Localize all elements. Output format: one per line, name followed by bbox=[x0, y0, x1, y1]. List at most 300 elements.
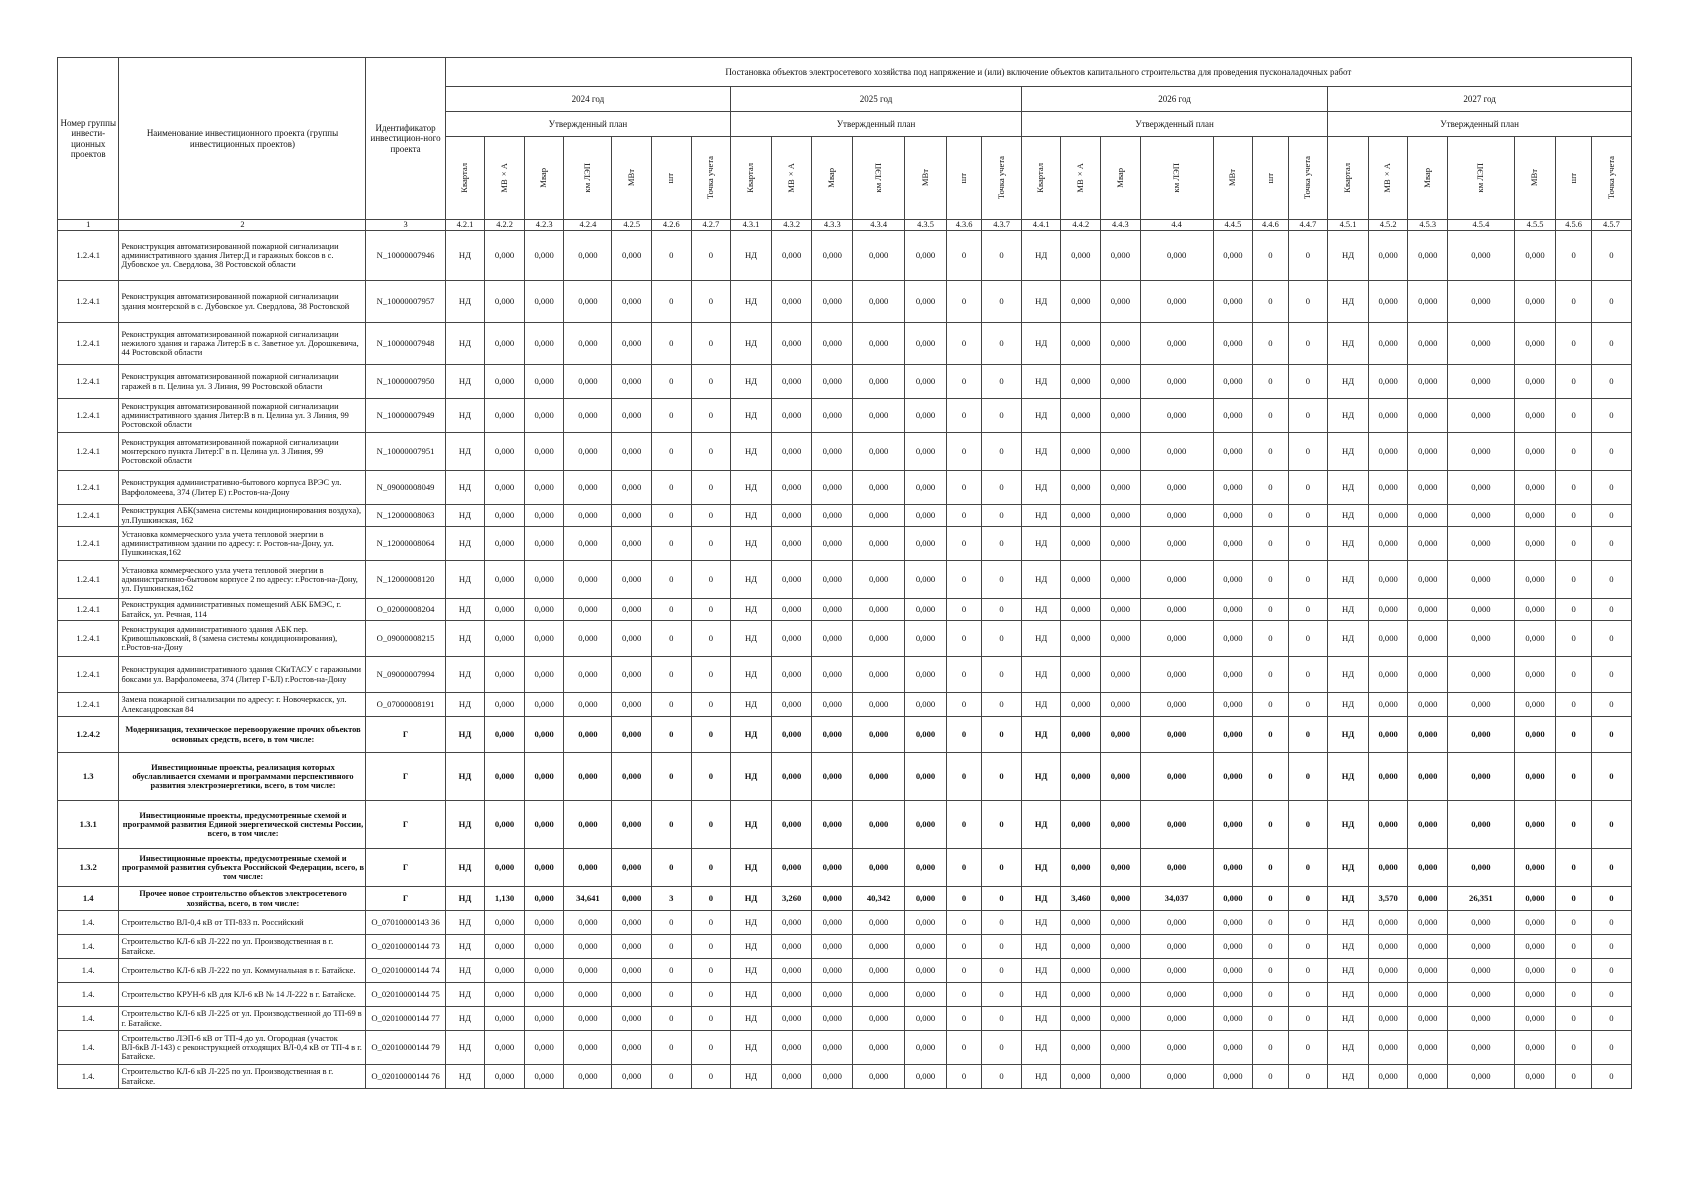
row-value: 3,260 bbox=[771, 887, 812, 911]
header-unit bbox=[1328, 137, 1369, 220]
row-value: 0,000 bbox=[1213, 323, 1253, 365]
row-value: 0,000 bbox=[905, 1007, 947, 1031]
row-value: 0 bbox=[691, 959, 731, 983]
row-value: 0 bbox=[651, 657, 691, 693]
row-value: 0,000 bbox=[905, 505, 947, 527]
row-value: 0,000 bbox=[1061, 323, 1101, 365]
row-value: 0 bbox=[946, 505, 981, 527]
row-value: 0,000 bbox=[1101, 657, 1141, 693]
row-identifier: N_09000008049 bbox=[366, 471, 445, 505]
row-code: 1.2.4.2 bbox=[58, 717, 119, 753]
row-value: 0 bbox=[946, 599, 981, 621]
row-value: 0,000 bbox=[564, 433, 612, 471]
header-unit-label: Мвар bbox=[826, 168, 837, 188]
row-value: 0,000 bbox=[1213, 717, 1253, 753]
table-row bbox=[58, 399, 1632, 433]
row-value: 0,000 bbox=[485, 621, 525, 657]
row-value: НД bbox=[731, 753, 772, 801]
row-value: 0,000 bbox=[612, 323, 652, 365]
row-value: 0 bbox=[1591, 281, 1631, 323]
row-value: 0 bbox=[982, 561, 1022, 599]
row-value: 0,000 bbox=[812, 1007, 853, 1031]
row-value: 0,000 bbox=[1061, 599, 1101, 621]
header-unit-label: МВт bbox=[1529, 169, 1540, 187]
row-identifier: O_09000008215 bbox=[366, 621, 445, 657]
row-value: 0 bbox=[1253, 887, 1288, 911]
row-code: 1.2.4.1 bbox=[58, 433, 119, 471]
row-value: 0,000 bbox=[524, 621, 564, 657]
row-value: 0,000 bbox=[905, 753, 947, 801]
row-value: 0 bbox=[982, 433, 1022, 471]
row-value: НД bbox=[731, 433, 772, 471]
row-value: 0,000 bbox=[524, 849, 564, 887]
row-value: 0,000 bbox=[812, 983, 853, 1007]
row-value: 0,000 bbox=[1140, 935, 1213, 959]
row-identifier: N_09000007994 bbox=[366, 657, 445, 693]
row-code: 1.2.4.1 bbox=[58, 365, 119, 399]
header-unit-label: шт bbox=[1567, 172, 1578, 184]
row-value: 0,000 bbox=[1140, 1065, 1213, 1089]
header-unit-label: Квартал bbox=[1342, 163, 1353, 193]
header-group-no: Номер группы инвести-ционных проектов bbox=[58, 58, 119, 220]
row-value: 0 bbox=[651, 983, 691, 1007]
column-number: 4.4.6 bbox=[1253, 220, 1288, 231]
row-value: 0,000 bbox=[1368, 365, 1408, 399]
row-value: 0,000 bbox=[612, 621, 652, 657]
row-value: 0,000 bbox=[485, 365, 525, 399]
row-value: 0 bbox=[1591, 561, 1631, 599]
row-value: 0,000 bbox=[905, 561, 947, 599]
row-value: 0 bbox=[1591, 527, 1631, 561]
row-value: 0 bbox=[691, 505, 731, 527]
row-value: 0 bbox=[1253, 753, 1288, 801]
row-value: 0 bbox=[1253, 399, 1288, 433]
row-value: 0,000 bbox=[905, 801, 947, 849]
row-value: НД bbox=[1328, 621, 1369, 657]
header-unit bbox=[1021, 137, 1061, 220]
row-value: НД bbox=[1021, 621, 1061, 657]
row-value: НД bbox=[1021, 1065, 1061, 1089]
row-value: 0,000 bbox=[1368, 323, 1408, 365]
row-value: НД bbox=[1021, 433, 1061, 471]
row-value: 0,000 bbox=[853, 801, 905, 849]
investment-table-sheet bbox=[57, 57, 1632, 1089]
row-value: 0,000 bbox=[1514, 911, 1556, 935]
column-number: 3 bbox=[366, 220, 445, 231]
row-value: 0,000 bbox=[1448, 505, 1515, 527]
column-number: 4.2.7 bbox=[691, 220, 731, 231]
row-value: 0,000 bbox=[771, 801, 812, 849]
row-value: НД bbox=[445, 983, 485, 1007]
row-value: 0 bbox=[1556, 983, 1591, 1007]
row-value: 0 bbox=[691, 365, 731, 399]
row-value: 0,000 bbox=[1368, 693, 1408, 717]
row-value: 0 bbox=[651, 849, 691, 887]
row-project-name: Реконструкция автоматизированной пожарной сигнализации административного здания Литер:Д и гаражных боксов в с. Дубовское ул. Свердлова, 38 Ростовской области bbox=[119, 231, 366, 281]
row-identifier: N_12000008120 bbox=[366, 561, 445, 599]
row-value: 0,000 bbox=[1213, 399, 1253, 433]
column-number: 4.5.1 bbox=[1328, 220, 1369, 231]
row-value: НД bbox=[1021, 849, 1061, 887]
row-value: НД bbox=[731, 1031, 772, 1065]
row-value: 0,000 bbox=[1408, 471, 1448, 505]
row-value: 0 bbox=[1556, 717, 1591, 753]
row-value: 0,000 bbox=[905, 399, 947, 433]
row-value: 0,000 bbox=[1101, 471, 1141, 505]
row-value: 0 bbox=[691, 281, 731, 323]
row-value: 0 bbox=[1288, 983, 1328, 1007]
row-value: 0,000 bbox=[812, 505, 853, 527]
row-project-name: Реконструкция административных помещений АБК БМЭС, г. Батайск, ул. Речная, 114 bbox=[119, 599, 366, 621]
row-value: 0,000 bbox=[1448, 657, 1515, 693]
row-value: 0,000 bbox=[812, 911, 853, 935]
row-value: 0 bbox=[691, 911, 731, 935]
row-identifier: Г bbox=[366, 887, 445, 911]
row-value: 0 bbox=[982, 717, 1022, 753]
row-value: 0,000 bbox=[812, 657, 853, 693]
row-identifier: O_02010000144 77 bbox=[366, 1007, 445, 1031]
table-row bbox=[58, 621, 1632, 657]
row-value: 0 bbox=[946, 231, 981, 281]
row-value: 0,000 bbox=[1368, 911, 1408, 935]
row-value: НД bbox=[1021, 693, 1061, 717]
row-code: 1.4. bbox=[58, 1065, 119, 1089]
row-value: 0,000 bbox=[524, 471, 564, 505]
row-value: 0,000 bbox=[1061, 527, 1101, 561]
row-value: 0,000 bbox=[524, 935, 564, 959]
row-value: 0,000 bbox=[812, 231, 853, 281]
row-value: 0,000 bbox=[1101, 231, 1141, 281]
row-value: 0 bbox=[1253, 1065, 1288, 1089]
row-value: 0,000 bbox=[853, 717, 905, 753]
row-value: 0,000 bbox=[1448, 323, 1515, 365]
row-value: 0 bbox=[691, 887, 731, 911]
row-value: 0,000 bbox=[812, 849, 853, 887]
row-value: 0,000 bbox=[485, 801, 525, 849]
row-value: 0 bbox=[691, 621, 731, 657]
row-value: 0 bbox=[1288, 801, 1328, 849]
row-value: 0 bbox=[691, 717, 731, 753]
header-unit-label: Мвар bbox=[1114, 168, 1125, 188]
row-value: 0 bbox=[1591, 983, 1631, 1007]
row-value: 0 bbox=[1288, 959, 1328, 983]
row-value: НД bbox=[731, 505, 772, 527]
row-value: 0 bbox=[651, 911, 691, 935]
row-project-name: Строительство КЛ-6 кВ Л-222 по ул. Производственная в г. Батайске. bbox=[119, 935, 366, 959]
row-value: НД bbox=[1021, 657, 1061, 693]
row-value: 0,000 bbox=[524, 433, 564, 471]
row-value: 0,000 bbox=[1514, 717, 1556, 753]
row-value: 0,000 bbox=[1101, 983, 1141, 1007]
row-value: 0,000 bbox=[524, 561, 564, 599]
row-value: НД bbox=[1328, 887, 1369, 911]
row-value: 0 bbox=[691, 231, 731, 281]
row-value: 0,000 bbox=[771, 753, 812, 801]
row-value: 0 bbox=[946, 1031, 981, 1065]
row-identifier: N_12000008064 bbox=[366, 527, 445, 561]
row-value: 0,000 bbox=[485, 433, 525, 471]
row-value: 0 bbox=[946, 983, 981, 1007]
row-value: 0,000 bbox=[853, 1007, 905, 1031]
row-value: 0,000 bbox=[524, 399, 564, 433]
row-value: 0,000 bbox=[1101, 621, 1141, 657]
row-value: 0 bbox=[1591, 505, 1631, 527]
row-value: 0,000 bbox=[853, 753, 905, 801]
row-value: НД bbox=[1328, 753, 1369, 801]
row-value: 0,000 bbox=[485, 693, 525, 717]
row-value: 0 bbox=[1591, 887, 1631, 911]
row-value: 0 bbox=[1253, 323, 1288, 365]
row-value: 0,000 bbox=[1213, 1065, 1253, 1089]
row-value: 0,000 bbox=[1213, 801, 1253, 849]
row-value: 0 bbox=[1591, 657, 1631, 693]
header-unit-label: Точка учета bbox=[705, 156, 716, 200]
row-value: 0,000 bbox=[485, 561, 525, 599]
row-value: 0,000 bbox=[771, 365, 812, 399]
row-value: 0,000 bbox=[1213, 561, 1253, 599]
row-project-name: Реконструкция автоматизированной пожарной сигнализации нежилого здания и гаража Литер:Б в с. Заветное ул. Дорошкевича, 44 Ростовской области bbox=[119, 323, 366, 365]
column-number: 4.4.5 bbox=[1213, 220, 1253, 231]
table-row bbox=[58, 561, 1632, 599]
row-value: 0,000 bbox=[771, 599, 812, 621]
row-value: 0,000 bbox=[485, 599, 525, 621]
row-identifier: Г bbox=[366, 753, 445, 801]
header-unit-label: МВт bbox=[919, 169, 930, 187]
row-value: 0 bbox=[982, 231, 1022, 281]
row-value: НД bbox=[1021, 281, 1061, 323]
row-value: НД bbox=[731, 1065, 772, 1089]
row-value: 0,000 bbox=[1061, 849, 1101, 887]
row-value: 0,000 bbox=[1368, 561, 1408, 599]
row-value: 0,000 bbox=[1408, 231, 1448, 281]
row-value: 0,000 bbox=[1408, 365, 1448, 399]
row-value: НД bbox=[1328, 527, 1369, 561]
row-value: 0,000 bbox=[1101, 693, 1141, 717]
row-value: 0,000 bbox=[853, 599, 905, 621]
row-value: 0,000 bbox=[1448, 935, 1515, 959]
row-value: НД bbox=[1328, 935, 1369, 959]
row-code: 1.4. bbox=[58, 1031, 119, 1065]
row-value: 0,000 bbox=[812, 693, 853, 717]
row-value: НД bbox=[731, 983, 772, 1007]
header-unit bbox=[1448, 137, 1515, 220]
row-value: 0,000 bbox=[1101, 505, 1141, 527]
row-value: 0,000 bbox=[1140, 323, 1213, 365]
row-value: 0,000 bbox=[612, 801, 652, 849]
row-value: НД bbox=[1328, 717, 1369, 753]
row-value: 0,000 bbox=[1213, 753, 1253, 801]
row-identifier: N_10000007951 bbox=[366, 433, 445, 471]
row-value: 0,000 bbox=[812, 717, 853, 753]
header-unit-label: МВт bbox=[625, 169, 636, 187]
column-number: 4.4.1 bbox=[1021, 220, 1061, 231]
header-unit-label: км ЛЭП bbox=[1475, 163, 1486, 193]
row-value: 0 bbox=[982, 599, 1022, 621]
row-value: 0,000 bbox=[1408, 599, 1448, 621]
row-value: 0,000 bbox=[1368, 621, 1408, 657]
row-value: 0,000 bbox=[485, 1065, 525, 1089]
row-value: НД bbox=[731, 527, 772, 561]
row-value: 0 bbox=[1556, 1031, 1591, 1065]
row-value: 0,000 bbox=[1213, 911, 1253, 935]
row-value: 0,000 bbox=[1448, 621, 1515, 657]
row-value: 0 bbox=[651, 561, 691, 599]
row-value: 0,000 bbox=[564, 365, 612, 399]
row-value: 0,000 bbox=[1101, 935, 1141, 959]
row-value: 0 bbox=[946, 527, 981, 561]
header-unit-label: км ЛЭП bbox=[872, 163, 883, 193]
row-identifier: O_02010000144 79 bbox=[366, 1031, 445, 1065]
row-value: 0 bbox=[691, 433, 731, 471]
row-value: 0,000 bbox=[1408, 887, 1448, 911]
row-value: НД bbox=[731, 1007, 772, 1031]
row-value: 0 bbox=[1253, 433, 1288, 471]
row-value: 0 bbox=[1556, 849, 1591, 887]
row-value: 0,000 bbox=[771, 1065, 812, 1089]
row-value: 3,460 bbox=[1061, 887, 1101, 911]
header-unit-label: км ЛЭП bbox=[1170, 163, 1181, 193]
row-value: 0,000 bbox=[905, 911, 947, 935]
row-project-name: Реконструкция автоматизированной пожарной сигнализации здания монтерской в с. Дубовское ул. Свердлова, 38 Ростовской bbox=[119, 281, 366, 323]
header-unit bbox=[524, 137, 564, 220]
row-value: 0,000 bbox=[1514, 693, 1556, 717]
row-code: 1.4. bbox=[58, 1007, 119, 1031]
row-value: 0,000 bbox=[612, 911, 652, 935]
row-value: 0,000 bbox=[1213, 959, 1253, 983]
row-value: 0,000 bbox=[1514, 231, 1556, 281]
row-code: 1.4. bbox=[58, 935, 119, 959]
row-value: 0 bbox=[1591, 231, 1631, 281]
row-value: 0,000 bbox=[1408, 561, 1448, 599]
investment-table bbox=[57, 57, 1632, 1089]
row-value: 0,000 bbox=[485, 399, 525, 433]
row-value: 0 bbox=[982, 1007, 1022, 1031]
row-value: 0 bbox=[946, 849, 981, 887]
row-value: 0,000 bbox=[1213, 983, 1253, 1007]
row-value: 0 bbox=[946, 959, 981, 983]
row-value: НД bbox=[1328, 1065, 1369, 1089]
row-value: 0,000 bbox=[771, 959, 812, 983]
row-value: 0,000 bbox=[1368, 599, 1408, 621]
row-value: НД bbox=[445, 599, 485, 621]
row-value: 0 bbox=[1253, 527, 1288, 561]
row-value: 0,000 bbox=[1514, 281, 1556, 323]
row-value: 0,000 bbox=[812, 935, 853, 959]
row-value: НД bbox=[1021, 753, 1061, 801]
row-value: 0 bbox=[1253, 471, 1288, 505]
row-value: 0,000 bbox=[612, 561, 652, 599]
row-value: 0 bbox=[1288, 433, 1328, 471]
row-value: 0,000 bbox=[1448, 1065, 1515, 1089]
row-value: 0,000 bbox=[612, 599, 652, 621]
column-number: 4.3.1 bbox=[731, 220, 772, 231]
row-value: 0 bbox=[982, 1065, 1022, 1089]
row-value: НД bbox=[445, 1031, 485, 1065]
row-value: 0,000 bbox=[905, 1031, 947, 1065]
row-value: 0 bbox=[1556, 911, 1591, 935]
row-project-name: Инвестиционные проекты, реализация которых обуславливается схемами и программами перспективного развития электроэнергетики, всего, в том числе: bbox=[119, 753, 366, 801]
row-value: 0,000 bbox=[524, 599, 564, 621]
header-unit-label: Точка учета bbox=[1605, 156, 1616, 200]
header-unit-label: МВ×А bbox=[498, 163, 509, 193]
row-value: 0,000 bbox=[1140, 365, 1213, 399]
row-identifier: N_10000007949 bbox=[366, 399, 445, 433]
row-value: 0 bbox=[691, 1007, 731, 1031]
row-value: 0,000 bbox=[1061, 753, 1101, 801]
row-value: 0,000 bbox=[1448, 471, 1515, 505]
table-header bbox=[58, 58, 1632, 231]
row-value: 0,000 bbox=[564, 849, 612, 887]
row-value: 0,000 bbox=[812, 599, 853, 621]
row-value: 0 bbox=[1591, 365, 1631, 399]
row-value: 0 bbox=[982, 983, 1022, 1007]
row-value: 0,000 bbox=[853, 621, 905, 657]
row-value: 0,000 bbox=[485, 505, 525, 527]
row-value: 0,000 bbox=[1514, 505, 1556, 527]
row-value: 0,000 bbox=[612, 527, 652, 561]
row-value: 0,000 bbox=[612, 399, 652, 433]
row-value: 0,000 bbox=[853, 693, 905, 717]
row-value: 0,000 bbox=[812, 1031, 853, 1065]
row-value: НД bbox=[1328, 657, 1369, 693]
row-value: НД bbox=[1021, 231, 1061, 281]
row-value: 0,000 bbox=[1408, 433, 1448, 471]
row-identifier: Г bbox=[366, 717, 445, 753]
row-value: 0 bbox=[1591, 959, 1631, 983]
row-value: 0,000 bbox=[812, 281, 853, 323]
row-value: 0,000 bbox=[1140, 281, 1213, 323]
row-value: 0 bbox=[1253, 505, 1288, 527]
row-code: 1.2.4.1 bbox=[58, 399, 119, 433]
header-unit-label: Точка учета bbox=[995, 156, 1006, 200]
row-value: 0,000 bbox=[1368, 753, 1408, 801]
row-value: 0,000 bbox=[1140, 399, 1213, 433]
row-value: 0,000 bbox=[1408, 323, 1448, 365]
column-number: 4.2.4 bbox=[564, 220, 612, 231]
row-value: НД bbox=[1021, 911, 1061, 935]
row-value: 0,000 bbox=[853, 1031, 905, 1065]
row-value: 0,000 bbox=[853, 849, 905, 887]
row-value: 0,000 bbox=[1448, 1007, 1515, 1031]
row-value: 0 bbox=[1253, 281, 1288, 323]
row-value: 26,351 bbox=[1448, 887, 1515, 911]
row-value: 0 bbox=[982, 657, 1022, 693]
row-value: 0 bbox=[1253, 599, 1288, 621]
header-unit bbox=[1253, 137, 1288, 220]
column-number: 4.4.2 bbox=[1061, 220, 1101, 231]
row-value: 0,000 bbox=[1408, 849, 1448, 887]
row-value: 0,000 bbox=[1213, 1031, 1253, 1065]
row-code: 1.2.4.1 bbox=[58, 527, 119, 561]
row-value: 0,000 bbox=[1140, 599, 1213, 621]
table-row bbox=[58, 935, 1632, 959]
row-value: 0 bbox=[1288, 717, 1328, 753]
row-value: 0,000 bbox=[1213, 693, 1253, 717]
header-identifier: Идентификатор инвестицион-ного проекта bbox=[366, 58, 445, 220]
table-row bbox=[58, 693, 1632, 717]
row-value: 0 bbox=[1556, 1065, 1591, 1089]
row-value: 0 bbox=[691, 471, 731, 505]
row-value: 0,000 bbox=[771, 231, 812, 281]
row-value: 0,000 bbox=[1514, 849, 1556, 887]
row-value: 0,000 bbox=[1140, 621, 1213, 657]
row-value: 0,000 bbox=[612, 983, 652, 1007]
row-value: 0 bbox=[1288, 599, 1328, 621]
row-project-name: Строительство ЛЭП-6 кВ от ТП-4 до ул. Огородная (участок ВЛ-6кВ Л-143) с реконструкцией отходящих ВЛ-0,4 кВ от ТП-4 в г. Батайске. bbox=[119, 1031, 366, 1065]
row-value: 0,000 bbox=[1101, 911, 1141, 935]
row-value: НД bbox=[731, 599, 772, 621]
row-value: 0,000 bbox=[1514, 1007, 1556, 1031]
